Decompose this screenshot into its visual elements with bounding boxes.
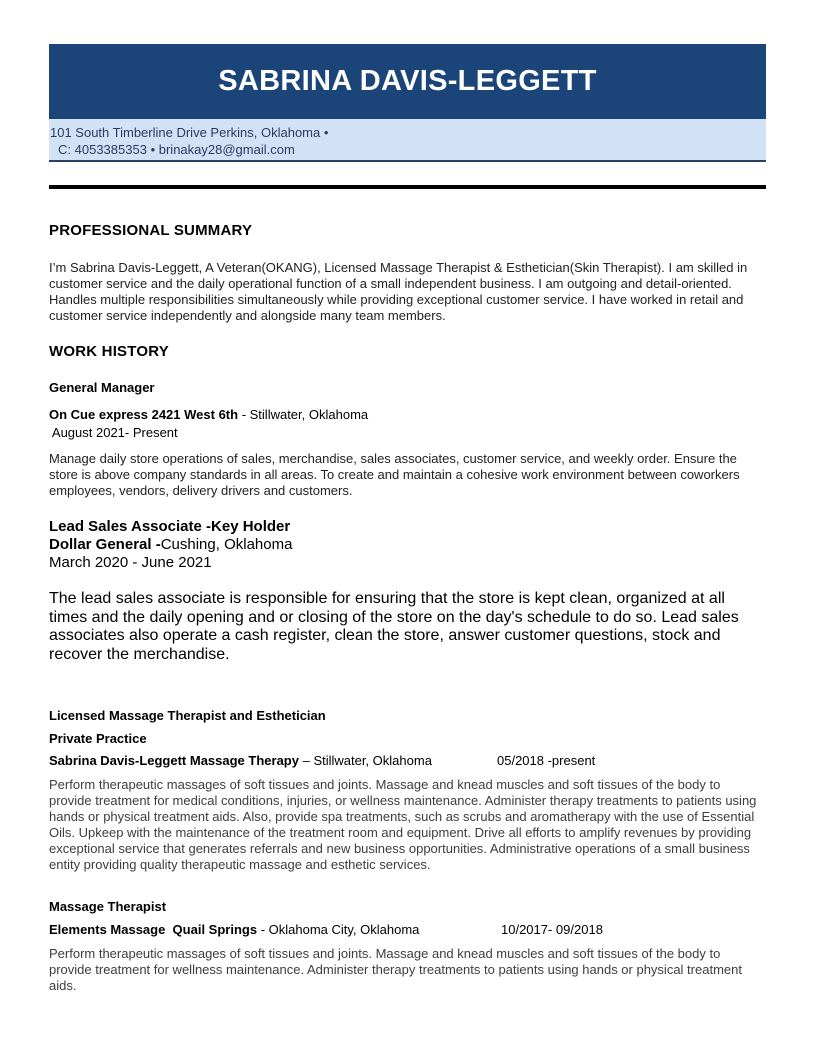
job-location: - Oklahoma City, Oklahoma bbox=[257, 922, 420, 937]
job-company: On Cue express 2421 West 6th bbox=[49, 407, 239, 422]
summary-heading: PROFESSIONAL SUMMARY bbox=[49, 222, 253, 239]
job-employer-type: Private Practice bbox=[49, 731, 147, 746]
address: 101 South Timberline Drive Perkins, Oklahoma • bbox=[50, 125, 329, 140]
name-banner bbox=[49, 44, 766, 119]
job-title: Licensed Massage Therapist and Esthetician bbox=[49, 708, 326, 723]
job-title: Massage Therapist bbox=[49, 899, 167, 914]
job-location: - Stillwater, Oklahoma bbox=[238, 407, 369, 422]
candidate-name: SABRINA DAVIS-LEGGETT bbox=[218, 65, 597, 97]
job-dates: August 2021- Present bbox=[49, 425, 178, 440]
job-location: – Stillwater, Oklahoma bbox=[298, 753, 432, 768]
phone-number: 4053385353 bbox=[74, 142, 147, 157]
job-company: Sabrina Davis-Leggett Massage Therapy bbox=[49, 753, 299, 768]
job-company-line bbox=[49, 753, 596, 768]
job-company-line bbox=[49, 922, 603, 937]
summary-text: I’m Sabrina Davis-Leggett, A Veteran(OKANG), Licensed Massage Therapist & Esthetician(Skin Therapist). I am skilled in customer service and the daily operational function of a small independent business. I am outgoing and detail-oriented. Handles multiple responsibilities simultaneously while providing exceptional customer service. I have worked in retail and customer service independently and alongside many team members. bbox=[49, 260, 748, 323]
job-dates: 05/2018 -present bbox=[497, 753, 596, 768]
job-company: Dollar General - bbox=[49, 536, 161, 553]
job-description: Perform therapeutic massages of soft tissues and joints. Massage and knead muscles and soft tissues of the body to provide treatment for medical conditions, injuries, or wellness maintenance. Administer therapy treatments to patients using hands or physical treatment aids. Also, provide spa treatments, such as scrubs and aromatherapy with the use of Essential Oils. Upkeep with the maintenance of the treatment room and equipment. Drive all efforts to amplify revenues by providing exceptional service that generates referrals and new business opportunities. Administrative operations of a small business entity providing quality therapeutic massage and esthetic services. bbox=[49, 777, 757, 872]
job-company: Elements Massage Quail Springs bbox=[49, 922, 258, 937]
job-location: Cushing, Oklahoma bbox=[160, 536, 293, 553]
job-dates: March 2020 - June 2021 bbox=[49, 554, 212, 571]
phone-label: C: bbox=[58, 142, 71, 157]
job-description: Perform therapeutic massages of soft tissues and joints. Massage and knead muscles and soft tissues of the body to provide treatment for wellness maintenance. Administer therapy treatments to patients using hands or physical treatment aids. bbox=[49, 946, 742, 993]
job-description: The lead sales associate is responsible for ensuring that the store is kept clean, organized at all times and the daily opening and or closing of the store on the day's schedule to do so. Lead sales associates also operate a cash register, clean the store, answer customer questions, stock and recover the merchandise. bbox=[49, 590, 739, 663]
work-history-heading: WORK HISTORY bbox=[49, 343, 169, 360]
job-description: Manage daily store operations of sales, merchandise, sales associates, customer service, and weekly order. Ensure the store is above company standards in all areas. To create and maintain a cohesive work environment between coworkers employees, vendors, delivery drivers and customers. bbox=[49, 451, 740, 498]
job-title: General Manager bbox=[49, 380, 155, 395]
phone-email-line bbox=[58, 141, 295, 158]
job-company-line bbox=[49, 536, 292, 554]
job-dates: 10/2017- 09/2018 bbox=[501, 922, 603, 937]
contact-band bbox=[49, 119, 766, 162]
separator-bullet: • bbox=[150, 142, 156, 157]
header-divider bbox=[49, 185, 766, 189]
job-title: Lead Sales Associate -Key Holder bbox=[49, 518, 291, 535]
job-company-line bbox=[49, 407, 368, 422]
email-address: brinakay28@gmail.com bbox=[158, 142, 295, 157]
